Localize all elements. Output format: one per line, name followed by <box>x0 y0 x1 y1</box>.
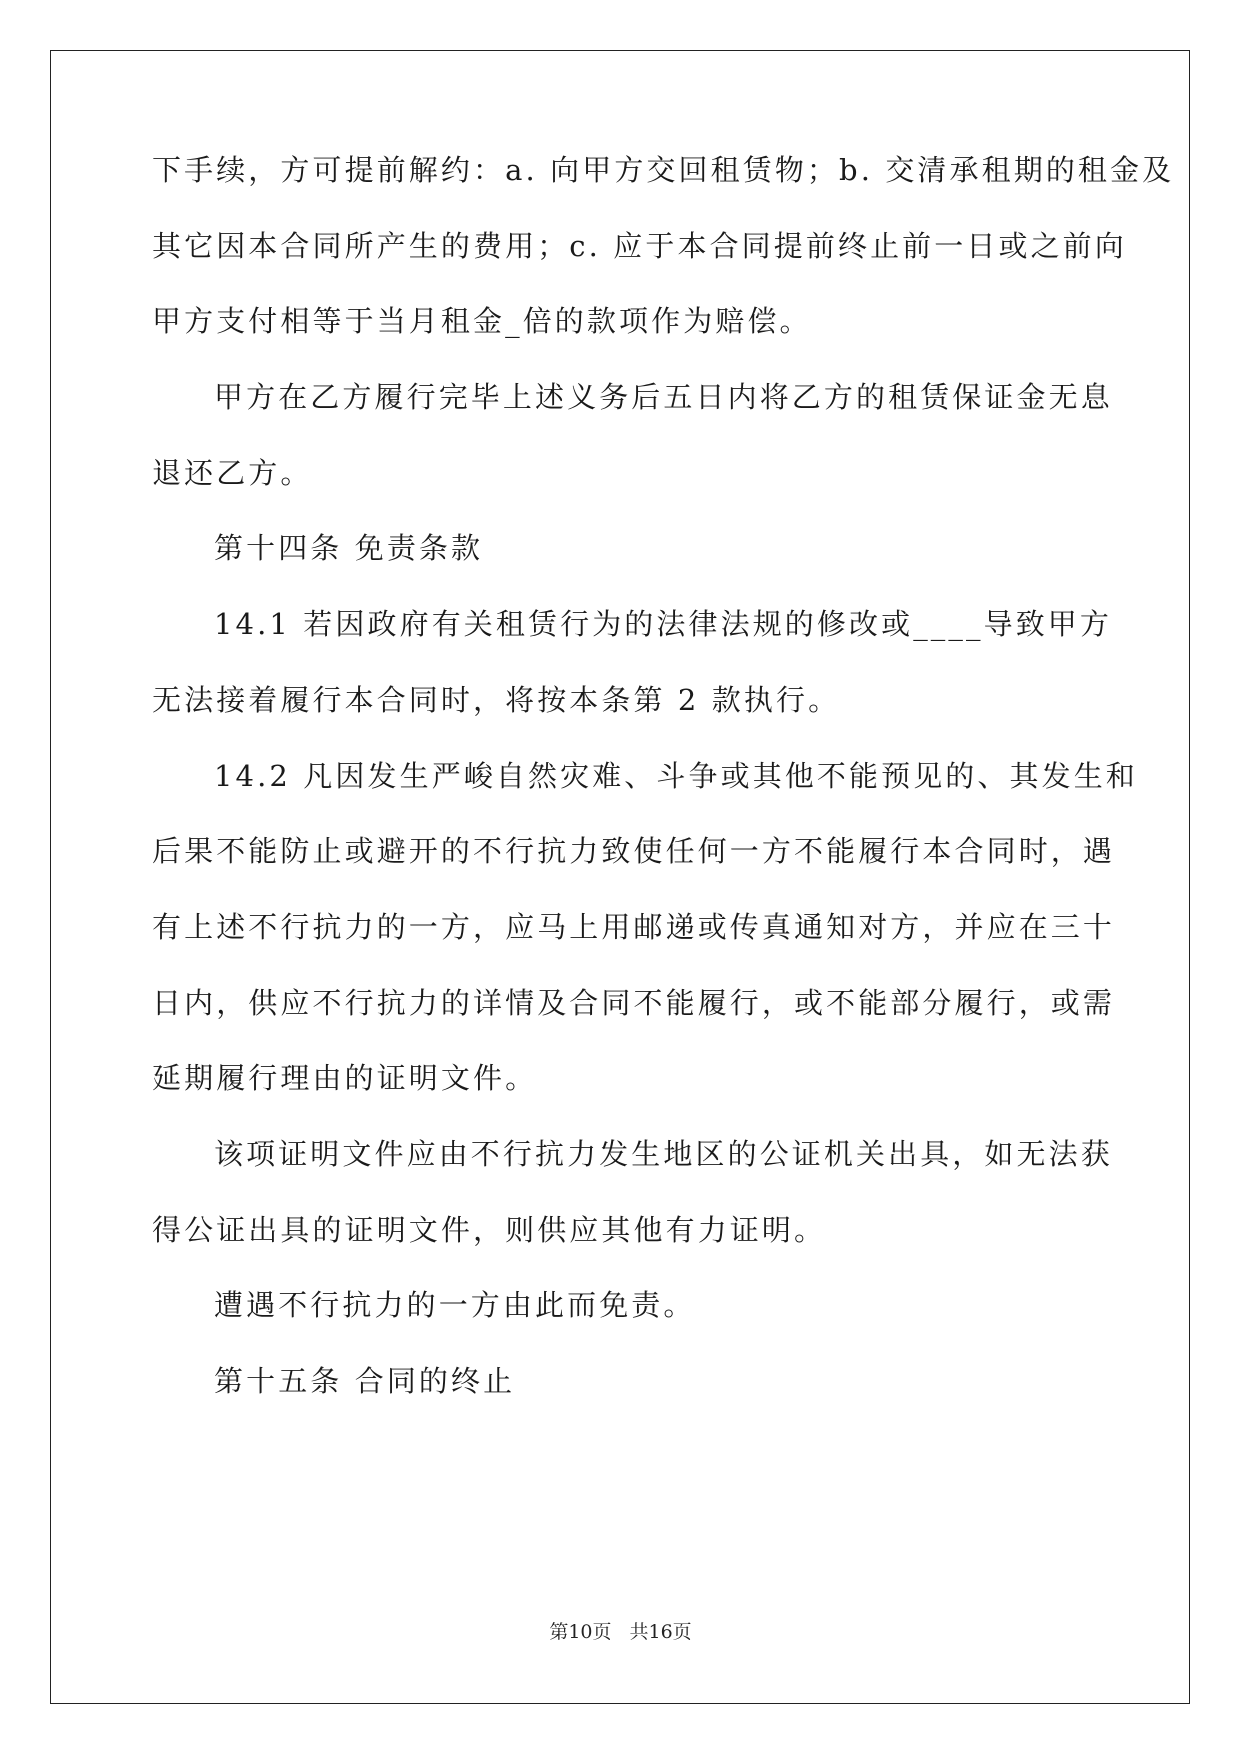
section-heading-14: 第十四条 免责条款 <box>214 531 484 565</box>
text-line: 得公证出具的证明文件，则供应其他有力证明。 <box>152 1213 827 1247</box>
clause-14-1-line: 14.1 若因政府有关租赁行为的法律法规的修改或____导致甲方 <box>214 607 1112 641</box>
text-line: 下手续，方可提前解约：a. 向甲方交回租赁物；b. 交清承租期的租金及 <box>152 153 1175 187</box>
text-line: 日内，供应不行抗力的详情及合同不能履行，或不能部分履行，或需 <box>152 986 1116 1020</box>
page-border <box>50 50 1190 1704</box>
section-heading-15: 第十五条 合同的终止 <box>214 1364 516 1398</box>
text-line: 退还乙方。 <box>152 456 313 490</box>
text-line: 无法接着履行本合同时，将按本条第 2 款执行。 <box>152 683 841 717</box>
paragraph-start-line: 甲方在乙方履行完毕上述义务后五日内将乙方的租赁保证金无息 <box>214 380 1113 414</box>
paragraph-start-line: 该项证明文件应由不行抗力发生地区的公证机关出具，如无法获 <box>214 1137 1113 1171</box>
text-line: 其它因本合同所产生的费用；c. 应于本合同提前终止前一日或之前向 <box>152 229 1127 263</box>
text-line: 延期履行理由的证明文件。 <box>152 1061 538 1095</box>
text-line: 后果不能防止或避开的不行抗力致使任何一方不能履行本合同时，遇 <box>152 834 1116 868</box>
page-total: 共16页 <box>629 1621 692 1643</box>
text-line: 有上述不行抗力的一方，应马上用邮递或传真通知对方，并应在三十 <box>152 910 1116 944</box>
page-number: 第10页 <box>549 1621 612 1643</box>
text-line: 甲方支付相等于当月租金_倍的款项作为赔偿。 <box>152 304 812 338</box>
clause-14-2-line: 14.2 凡因发生严峻自然灾难、斗争或其他不能预见的、其发生和 <box>214 759 1138 793</box>
page-footer <box>0 1620 1241 1644</box>
paragraph-start-line: 遭遇不行抗力的一方由此而免责。 <box>214 1288 696 1322</box>
